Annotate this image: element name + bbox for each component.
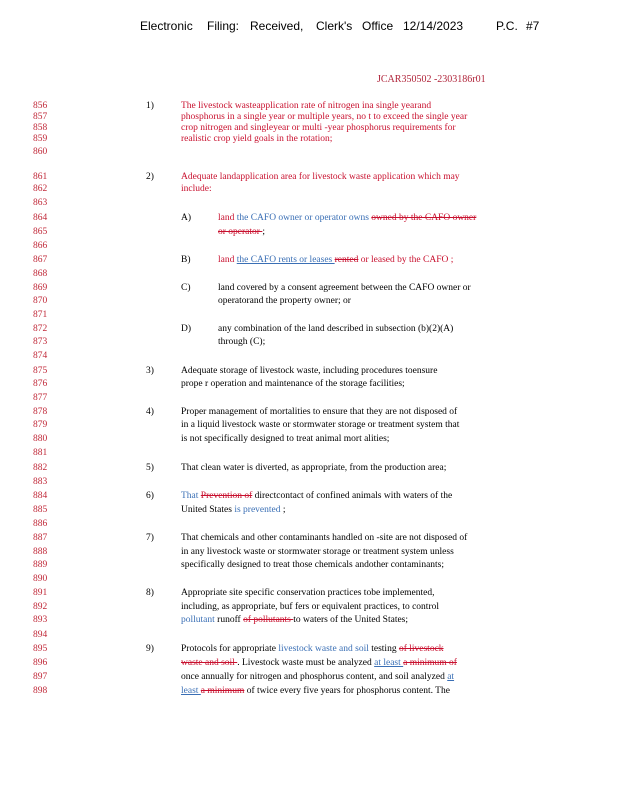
subitem-a-deleted-2: or operator: [218, 227, 263, 237]
line-number: 867: [33, 255, 48, 265]
item-9-line-3: [181, 672, 454, 683]
header-electronic: Electronic: [140, 19, 193, 33]
line-number: 879: [33, 420, 48, 430]
item-2-number: 2): [146, 172, 154, 182]
line-number: 874: [33, 351, 48, 361]
item-6-line-1: [181, 491, 452, 502]
line-number: 887: [33, 533, 48, 543]
line-number: 885: [33, 505, 48, 515]
item-1-line-3: crop nitrogen and singleyear or multi -year phosphorus requirements for: [181, 123, 456, 133]
subitem-b-deleted: rented: [334, 255, 359, 265]
subitem-a-line-2: [218, 227, 265, 238]
line-number: 882: [33, 463, 48, 473]
item-9-line-2: [181, 658, 457, 669]
item-9-rest-4: of twice every five years for phosphorus content. The: [244, 686, 450, 696]
line-number: 893: [33, 615, 48, 625]
line-number: 886: [33, 519, 48, 529]
header-received: Received,: [250, 19, 304, 33]
line-number: 864: [33, 213, 48, 223]
item-7-line-1: That chemicals and other contaminants handled on -site are not disposed of: [181, 533, 468, 543]
item-8-post: to waters of the United States;: [293, 615, 409, 625]
subitem-c-line-1: land covered by a consent agreement between the CAFO owner or: [218, 283, 471, 293]
item-6-rest-2: United States: [181, 505, 235, 515]
item-8-deleted: of pollutants: [243, 615, 294, 625]
item-8-number: 8): [146, 588, 154, 598]
subitem-a-inserted: the CAFO owner or operator owns: [236, 213, 372, 223]
subitem-d-number: D): [181, 324, 192, 334]
line-number: 890: [33, 574, 48, 584]
item-7-line-2: in any livestock waste or stormwater storage or treatment system unless: [181, 547, 454, 557]
header-pc-number: #7: [526, 19, 540, 33]
item-1-line-4: realistic crop yield goals in the rotation;: [181, 134, 333, 144]
line-number: 884: [33, 491, 48, 501]
line-number: 871: [33, 310, 48, 320]
item-6-inserted-prevented: is prevented: [234, 505, 281, 515]
subitem-d-line-1: any combination of the land described in subsection (b)(2)(A): [218, 324, 454, 334]
item-2-line-2: include:: [181, 184, 212, 194]
item-9-line-4: [181, 686, 450, 697]
item-8-line-2: including, as appropriate, buf fers or equivalent practices, to control: [181, 602, 439, 612]
line-number: 878: [33, 407, 48, 417]
line-number: 866: [33, 241, 48, 251]
item-9-line-1: [181, 644, 444, 655]
item-9-deleted-4: a minimum: [200, 686, 245, 696]
item-3-line-2: prope r operation and maintenance of the storage facilities;: [181, 379, 405, 389]
item-5-number: 5): [146, 463, 154, 473]
document-id: JCAR350502 -2303186r01: [377, 74, 486, 85]
line-number: 859: [33, 134, 48, 144]
item-7-line-3: specifically designed to treat those chemicals andother contaminants;: [181, 560, 445, 570]
line-number: 858: [33, 123, 48, 133]
item-9-inserted-2: at least: [374, 658, 404, 668]
line-number: 894: [33, 630, 48, 640]
line-number: 875: [33, 366, 48, 376]
line-number: 857: [33, 112, 48, 122]
line-number: 888: [33, 547, 48, 557]
item-1-line-2: phosphorus in a single year or multiple years, no t to exceed the single year: [181, 112, 468, 122]
item-2-line-1: Adequate landapplication area for livestock waste application which may: [181, 172, 460, 182]
subitem-d-line-2: through (C);: [218, 337, 266, 347]
item-4-line-3: is not specifically designed to treat animal mort alities;: [181, 434, 390, 444]
subitem-c-number: C): [181, 283, 191, 293]
item-6-deleted: Prevention of: [200, 491, 253, 501]
item-3-number: 3): [146, 366, 154, 376]
item-6-line-2: [181, 505, 286, 516]
subitem-b-line-1: [218, 255, 453, 266]
item-7-number: 7): [146, 533, 154, 543]
item-9-inserted-1: livestock waste and soil: [278, 644, 369, 654]
line-number: 880: [33, 434, 48, 444]
line-number: 873: [33, 337, 48, 347]
item-6-inserted-that: That: [181, 491, 201, 501]
item-1-line-1: The livestock wasteapplication rate of nitrogen ina single yearand: [181, 101, 432, 111]
subitem-b-pre: land: [218, 255, 237, 265]
line-number: 891: [33, 588, 48, 598]
subitem-b-post: or leased by the CAFO ;: [358, 255, 454, 265]
item-9-deleted-1: of livestock: [398, 644, 444, 654]
item-8-inserted: pollutant: [181, 615, 215, 625]
line-number: 869: [33, 283, 48, 293]
item-8-line-1: Appropriate site specific conservation practices tobe implemented,: [181, 588, 435, 598]
subitem-a-deleted-1: owned by the CAFO owner: [371, 213, 477, 223]
subitem-a-pre: land: [218, 213, 237, 223]
header-office: Office: [362, 19, 394, 33]
line-number: 856: [33, 101, 48, 111]
item-9-mid-1: testing: [368, 644, 399, 654]
item-6-rest-1: directcontact of confined animals with waters of the: [252, 491, 453, 501]
subitem-a-post: ;: [262, 227, 265, 237]
item-8-mid: runoff: [214, 615, 244, 625]
line-number: 868: [33, 269, 48, 279]
item-1-number: 1): [146, 101, 154, 111]
line-number: 892: [33, 602, 48, 612]
line-number: 876: [33, 379, 48, 389]
line-number: 897: [33, 672, 48, 682]
filing-header: [140, 19, 560, 33]
subitem-b-number: B): [181, 255, 191, 265]
item-3-line-1: Adequate storage of livestock waste, including procedures toensure: [181, 366, 438, 376]
item-5-line-1: That clean water is diverted, as appropriate, from the production area;: [181, 463, 447, 473]
item-6-number: 6): [146, 491, 154, 501]
item-9-number: 9): [146, 644, 154, 654]
line-number: 898: [33, 686, 48, 696]
item-9-deleted-2: waste and soil: [181, 658, 238, 668]
header-clerks: Clerk's: [316, 19, 353, 33]
item-8-line-3: [181, 615, 408, 626]
subitem-a-line-1: [218, 213, 476, 224]
line-number: 870: [33, 296, 48, 306]
subitem-b-inserted: the CAFO rents or leases: [236, 255, 335, 265]
header-filing: Filing:: [207, 19, 240, 33]
item-6-post: ;: [280, 505, 286, 515]
item-4-line-2: in a liquid livestock waste or stormwater storage or treatment system that: [181, 420, 460, 430]
line-number: 872: [33, 324, 48, 334]
item-9-pre: Protocols for appropriate: [181, 644, 279, 654]
subitem-c-line-2: operatorand the property owner; or: [218, 296, 351, 306]
line-number: 895: [33, 644, 48, 654]
item-4-line-1: Proper management of mortalities to ensure that they are not disposed of: [181, 407, 458, 417]
header-date: 12/14/2023: [403, 19, 464, 33]
line-number: 881: [33, 448, 48, 458]
item-9-mid-2: . Livestock waste must be analyzed: [237, 658, 375, 668]
header-pc: P.C.: [496, 19, 518, 33]
line-number: 862: [33, 184, 48, 194]
line-number: 896: [33, 658, 48, 668]
line-number: 863: [33, 198, 48, 208]
item-9-inserted-3: at: [447, 672, 455, 682]
line-number: 877: [33, 393, 48, 403]
line-number: 861: [33, 172, 48, 182]
item-9-inserted-4: least: [181, 686, 201, 696]
line-number: 883: [33, 477, 48, 487]
line-number: 889: [33, 560, 48, 570]
line-number: 860: [33, 147, 48, 157]
subitem-a-number: A): [181, 213, 192, 223]
item-9-deleted-3: a minimum of: [403, 658, 457, 668]
line-number: 865: [33, 227, 48, 237]
item-4-number: 4): [146, 407, 154, 417]
item-9-line-3-text: once annually for nitrogen and phosphorus content, and soil analyzed: [181, 672, 448, 682]
